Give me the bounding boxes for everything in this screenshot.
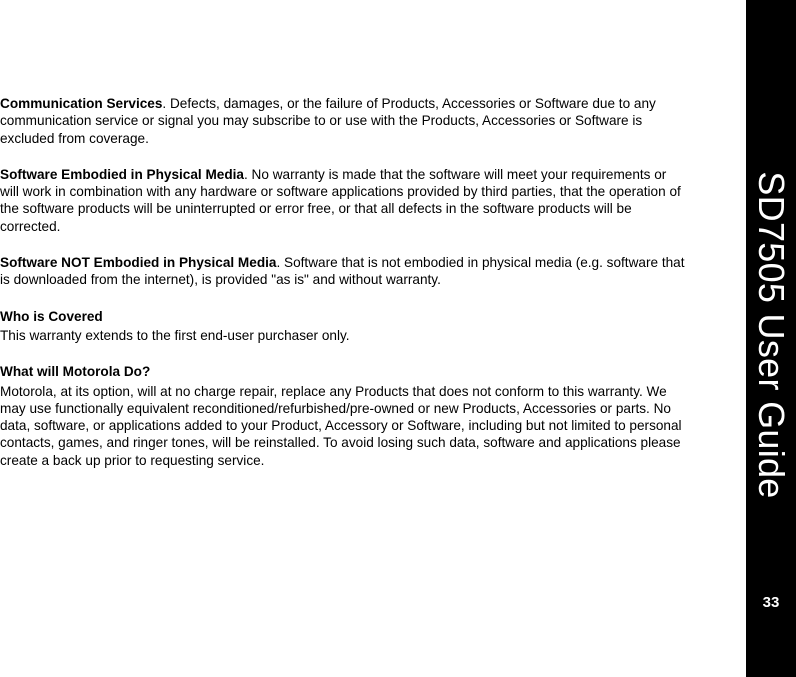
who-is-covered-text: This warranty extends to the first end-user purchaser only. (0, 327, 350, 343)
software-not-embodied-paragraph (0, 254, 688, 289)
communication-services-paragraph (0, 95, 688, 147)
software-embodied-paragraph (0, 166, 688, 235)
what-will-motorola-do-text: Motorola, at its option, will at no charge repair, replace any Products that does not conform to this warranty. We may use functionally equivalent reconditioned/refurbished/pre-owned or new Products, Accessories or parts. No data, software, or applications added to your Product, Accessory or Software, including but not limited to personal contacts, games, and ringer tones, will be reinstalled. To avoid losing such data, software and applications please create a back up prior to requesting service. (0, 383, 682, 468)
sidebar-tab (746, 0, 796, 677)
document-body (0, 95, 688, 488)
communication-services-text: . Defects, damages, or the failure of Products, Accessories or Software due to any communication service or signal you may subscribe to or use with the Products, Accessories or Software is excluded from coverage. (0, 96, 656, 146)
what-will-motorola-do-heading: What will Motorola Do? (0, 364, 151, 380)
software-embodied-text: . No warranty is made that the software will meet your requirements or will work in combination with any hardware or software applications provided by third parties, that the operation of the software products will be uninterrupted or error free, or that all defects in the software products will be corrected. (0, 166, 681, 234)
who-is-covered-heading: Who is Covered (0, 308, 103, 324)
guide-title: SD7505 User Guide (751, 171, 792, 499)
communication-services-title: Communication Services (0, 96, 163, 111)
page-number: 33 (762, 594, 780, 611)
software-not-embodied-text: . Software that is not embodied in physical media (e.g. software that is downloaded from the internet), is provided "as is" and without warranty. (0, 255, 685, 288)
software-not-embodied-title: Software NOT Embodied in Physical Media (0, 255, 277, 271)
software-embodied-title: Software Embodied in Physical Media (0, 166, 244, 182)
